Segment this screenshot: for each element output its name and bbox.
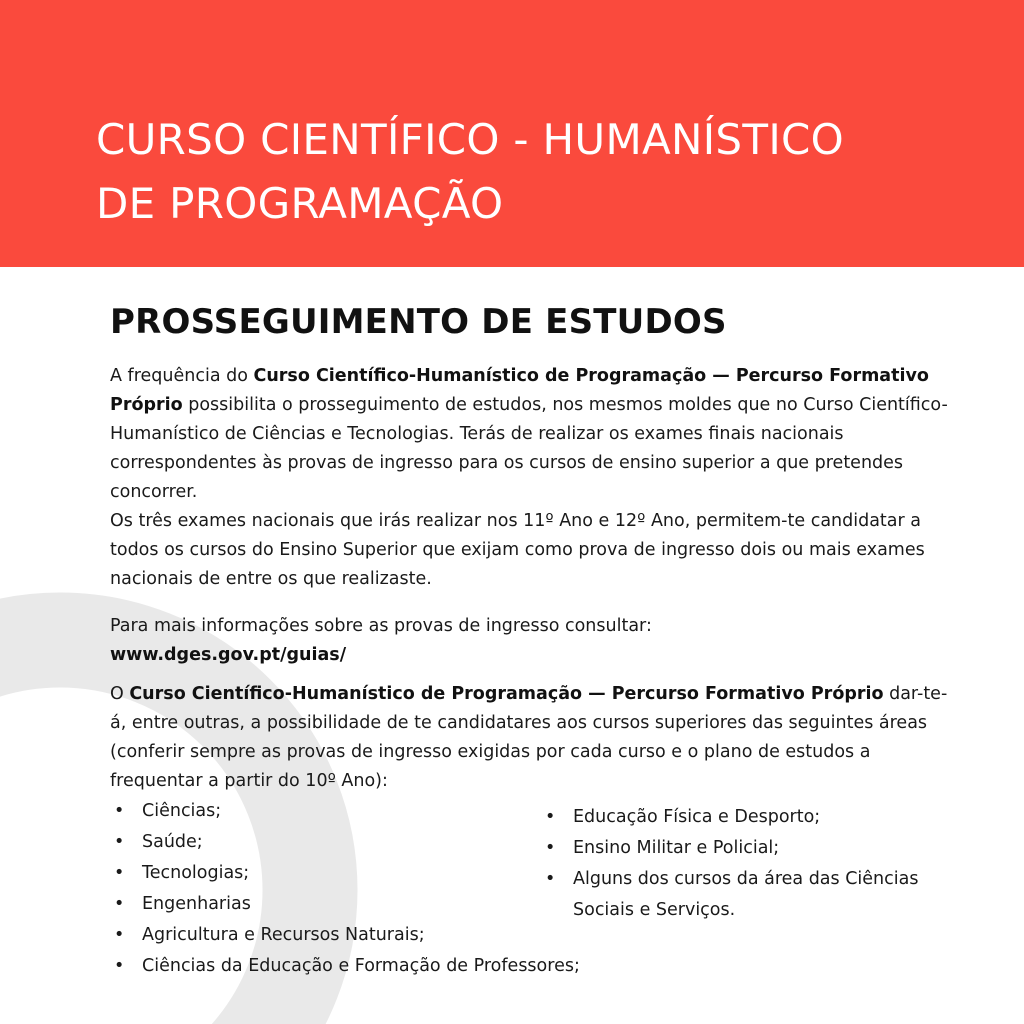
header-banner bbox=[0, 0, 1024, 267]
list-item: • Ciências da Educação e Formação de Professores; bbox=[110, 951, 670, 982]
list-item: • Agricultura e Recursos Naturais; bbox=[110, 920, 670, 951]
main-content bbox=[110, 300, 960, 796]
course-name-bold: Curso Científico-Humanístico de Programação — Percurso Formativo Próprio bbox=[110, 366, 929, 415]
paragraph-areas: O Curso Científico-Humanístico de Programação — Percurso Formativo Próprio dar-te-á, entre outras, a possibilidade de te candidatares aos cursos superiores das seguintes áreas (conferir sempre as provas de ingresso exigidas por cada curso e o plano de estudos a frequentar a partir do 10º Ano): bbox=[110, 684, 948, 791]
list-item: • Tecnologias; bbox=[110, 858, 670, 889]
list-item: • Ensino Militar e Policial; bbox=[541, 833, 981, 864]
course-name-bold-2: Curso Científico-Humanístico de Programação — Percurso Formativo Próprio bbox=[129, 684, 884, 704]
list-item: • Engenharias bbox=[110, 889, 670, 920]
page-title bbox=[96, 108, 844, 236]
list-item: • Educação Física e Desporto; bbox=[541, 802, 981, 833]
title-line-2: DE PROGRAMAÇÃO bbox=[96, 179, 504, 228]
paragraph-exams: Os três exames nacionais que irás realizar nos 11º Ano e 12º Ano, permitem-te candidatar a todos os cursos do Ensino Superior que exijam como prova de ingresso dois ou mais exames nacionais de entre os que realizaste. bbox=[110, 511, 925, 589]
list-item: • Ciências; bbox=[110, 796, 670, 827]
paragraph-more-info: Para mais informações sobre as provas de ingresso consultar: bbox=[110, 616, 652, 636]
list-item: • Saúde; bbox=[110, 827, 670, 858]
list-item: • Alguns dos cursos da área das Ciências Sociais e Serviços. bbox=[541, 864, 981, 926]
title-line-1: CURSO CIENTÍFICO - HUMANÍSTICO bbox=[96, 115, 844, 164]
areas-list-right bbox=[541, 802, 981, 926]
paragraph-intro: A frequência do Curso Científico-Humanístico de Programação — Percurso Formativo Próprio possibilita o prosseguimento de estudos, nos mesmos moldes que no Curso Científico-Humanístico de Ciências e Tecnologias. Terás de realizar os exames finais nacionais correspondentes às provas de ingresso para os cursos de ensino superior a que pretendes concorrer. bbox=[110, 366, 948, 502]
dges-link[interactable]: www.dges.gov.pt/guias/ bbox=[110, 645, 347, 665]
section-heading: PROSSEGUIMENTO DE ESTUDOS bbox=[110, 302, 727, 342]
